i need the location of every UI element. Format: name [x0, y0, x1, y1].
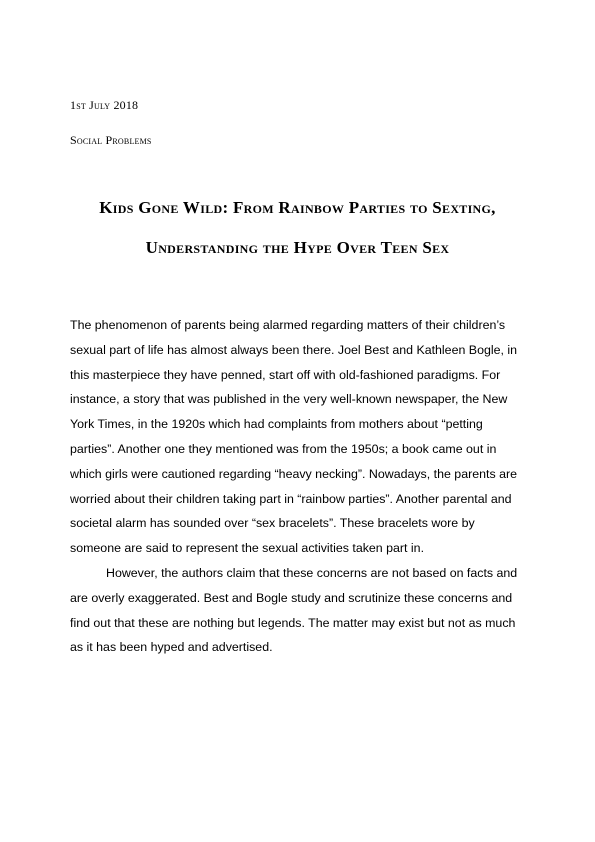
date-line: 1st July 2018: [70, 98, 139, 112]
body-text: [70, 313, 525, 660]
title-line-2: Understanding the Hype Over Teen Sex: [145, 238, 450, 257]
course-name: Social Problems: [70, 133, 152, 147]
paragraph-1: The phenomenon of parents being alarmed regarding matters of their children’s sexual part of life has almost always been there. Joel Best and Kathleen Bogle, in this masterpiece they have penned, start off with old-fashioned paradigms. For instance, a story that was published in the very well-known newspaper, the New York Times, in the 1920s which had complaints from mothers about “petting parties”. Another one they mentioned was from the 1950s; a book came out in which girls were cautioned regarding “heavy necking”. Nowadays, the parents are worried about their children taking part in “rainbow parties”. Another parental and societal alarm has sounded over “sex bracelets”. These bracelets wore by someone are said to represent the sexual activities taken part in.: [70, 318, 518, 556]
title-line-1: Kids Gone Wild: From Rainbow Parties to Sexting,: [99, 198, 496, 217]
paragraph-2: However, the authors claim that these concerns are not based on facts and are overly exaggerated. Best and Bogle study and scrutinize these concerns and find out that these are nothing but legends. The matter may exist but not as much as it has been hyped and advertised.: [70, 565, 518, 655]
